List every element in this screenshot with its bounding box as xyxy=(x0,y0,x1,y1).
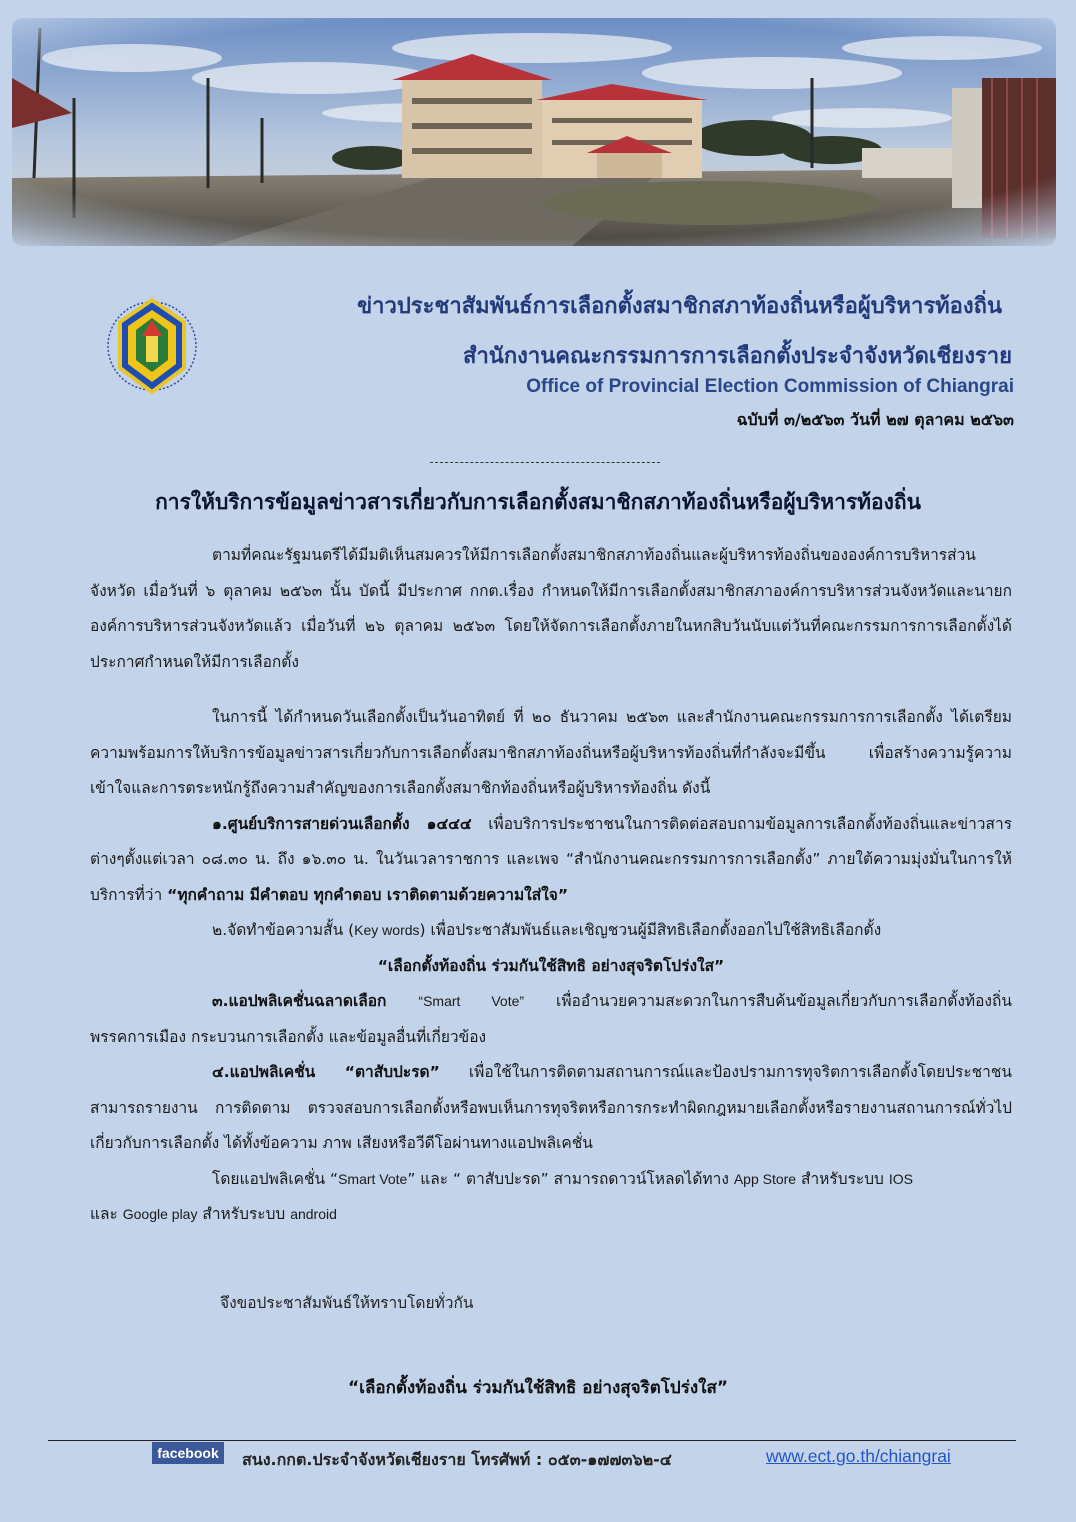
item-2-text-b: ) เพื่อประชาสัมพันธ์และเชิญชวนผู้มีสิทธิเลือกตั้งออกไปใช้สิทธิเลือกตั้ง xyxy=(419,921,882,939)
separator-line xyxy=(430,462,660,463)
download-text-e: สำหรับระบบ xyxy=(197,1205,291,1223)
banner-photo xyxy=(12,18,1056,246)
item-2-text-a: ๒.จัดทำข้อความสั้น ( xyxy=(212,921,355,939)
paragraph-1-text: ตามที่คณะรัฐมนตรีได้มีมติเห็นสมควรให้มีการเลือกตั้งสมาชิกสภาท้องถิ่นและผู้บริหารท้องถิ่นขององค์การบริหารส่วนจังหวัด เมื่อวันที่ ๖ ตุลาคม ๒๕๖๓ นั้น บัดนี้ มีประกาศ กกต.เรื่อง กำหนดให้มีการเลือกตั้งสมาชิกสภาองค์การบริหารส่วนจังหวัดและนายกองค์การบริหารส่วนจังหวัดแล้ว เมื่อวันที่ ๒๖ ตุลาคม ๒๕๖๓ โดยให้จัดการเลือกตั้งภายในหกสิบวันนับแต่วันที่คณะกรรมการการเลือกตั้งได้ประกาศกำหนดให้มีการเลือกตั้ง xyxy=(90,546,1012,671)
document-title: การให้บริการข้อมูลข่าวสารเกี่ยวกับการเลือกตั้งสมาชิกสภาท้องถิ่นหรือผู้บริหารท้องถิ่น xyxy=(155,490,921,514)
item-1-quote: “ทุกคำถาม มีคำตอบ ทุกคำตอบ เราติดตามด้วยความใส่ใจ” xyxy=(167,885,569,904)
download-text-b: ” และ “ ตาสับปะรด” สามารถดาวน์โหลดได้ทาง xyxy=(407,1169,734,1188)
paragraph-2-block xyxy=(90,700,1012,1233)
download-text-c: สำหรับระบบ xyxy=(796,1169,889,1188)
download-text-a: โดยแอปพลิเคชั่น “ xyxy=(212,1169,339,1188)
download-info xyxy=(90,1162,1012,1198)
item-2-quote-line xyxy=(90,949,1012,985)
item-4-heading: ๔.แอปพลิเคชั่น “ตาสับปะรด” xyxy=(212,1063,440,1081)
issue-date: ฉบับที่ ๓/๒๕๖๓ วันที่ ๒๗ ตุลาคม ๒๕๖๓ xyxy=(736,410,1014,429)
closing-text: จึงขอประชาสัมพันธ์ให้ทราบโดยทั่วกัน xyxy=(220,1294,474,1312)
item-3-text: เพื่ออำนวยความสะดวกในการสืบค้นข้อมูลเกี่ยวกับการเลือกตั้งท้องถิ่น พรรคการเมือง กระบวนการเลือกตั้ง และข้อมูลอื่นที่เกี่ยวข้อง xyxy=(90,992,1012,1046)
paragraph-1 xyxy=(90,538,1012,680)
item-4 xyxy=(90,1055,1012,1162)
download-text-d: และ xyxy=(90,1205,123,1223)
facebook-logo-icon[interactable]: facebook xyxy=(152,1442,224,1464)
item-2 xyxy=(90,913,1012,949)
header-title-thai: ข่าวประชาสัมพันธ์การเลือกตั้งสมาชิกสภาท้องถิ่นหรือผู้บริหารท้องถิ่น xyxy=(357,294,1002,319)
ect-logo xyxy=(104,296,200,396)
header-office-thai: สำนักงานคณะกรรมการการเลือกตั้งประจำจังหวัดเชียงราย xyxy=(463,344,1012,369)
paragraph-2-text: ในการนี้ ได้กำหนดวันเลือกตั้งเป็นวันอาทิตย์ ที่ ๒๐ ธันวาคม ๒๕๖๓ และสำนักงานคณะกรรมการการเลือกตั้ง ได้เตรียมความพร้อมการให้บริการข้อมูลข่าวสารเกี่ยวกับการเลือกตั้งสมาชิกสภาท้องถิ่นหรือผู้บริหารท้องถิ่นที่กำลังจะมีขึ้น เพื่อสร้างความรู้ความเข้าใจและการตระหนักรู้ถึงความสำคัญของการเลือกตั้งสมาชิกท้องถิ่นหรือผู้บริหารท้องถิ่น ดังนี้ xyxy=(90,708,1012,797)
footer-office-phone: สนง.กกต.ประจำจังหวัดเชียงราย โทรศัพท์ : ๐๕๓-๑๗๗๓๖๒-๔ xyxy=(242,1450,672,1469)
item-1-heading: ๑.ศูนย์บริการสายด่วนเลือกตั้ง ๑๔๔๔ xyxy=(212,814,472,833)
item-3-app-name: “Smart Vote” xyxy=(418,993,525,1009)
item-1-text: เพื่อบริการประชาชนในการติดต่อสอบถามข้อมูลการเลือกตั้งท้องถิ่นและข่าวสารต่างๆตั้งแต่เวลา ๐๘.๓๐ น. ถึง ๑๖.๓๐ น. ในวันเวลาราชการ และเพจ “สำนักงานคณะกรรมการการเลือกตั้ง” ภายใต้ความมุ่งมั่นในการให้บริการที่ว่า xyxy=(90,814,1012,904)
download-googleplay: Google play xyxy=(122,1206,198,1222)
download-info-2 xyxy=(90,1197,1012,1233)
item-3-heading: ๓.แอปพลิเคชั่นฉลาดเลือก xyxy=(212,992,387,1010)
footer-divider xyxy=(48,1440,1016,1441)
item-4-text: เพื่อใช้ในการติดตามสถานการณ์และป้องปรามการทุจริตการเลือกตั้งโดยประชาชนสามารถรายงาน การติดตาม ตรวจสอบการเลือกตั้งหรือพบเห็นการทุจริตหรือการกระทำผิดกฎหมายเลือกตั้งหรือรายงานสถานการณ์ทั่วไปเกี่ยวกับการเลือกตั้ง ได้ทั้งข้อความ ภาพ เสียงหรือวีดีโอผ่านทางแอปพลิเคชั่น xyxy=(90,1063,1012,1152)
item-2-keywords: Key words xyxy=(354,922,420,938)
item-1 xyxy=(90,807,1012,914)
slogan: “เลือกตั้งท้องถิ่น ร่วมกันใช้สิทธิ อย่างสุจริตโปร่งใส” xyxy=(347,1378,729,1398)
website-link[interactable]: www.ect.go.th/chiangrai xyxy=(766,1446,951,1466)
download-smartvote: Smart Vote xyxy=(338,1170,408,1187)
download-android: android xyxy=(290,1206,337,1222)
download-ios: IOS xyxy=(888,1170,913,1187)
item-3 xyxy=(90,984,1012,1055)
item-2-quote: “เลือกตั้งท้องถิ่น ร่วมกันใช้สิทธิ อย่างสุจริตโปร่งใส” xyxy=(377,956,725,975)
header-office-english: Office of Provincial Election Commission of Chiangrai xyxy=(526,376,1014,397)
download-appstore: App Store xyxy=(733,1170,797,1187)
